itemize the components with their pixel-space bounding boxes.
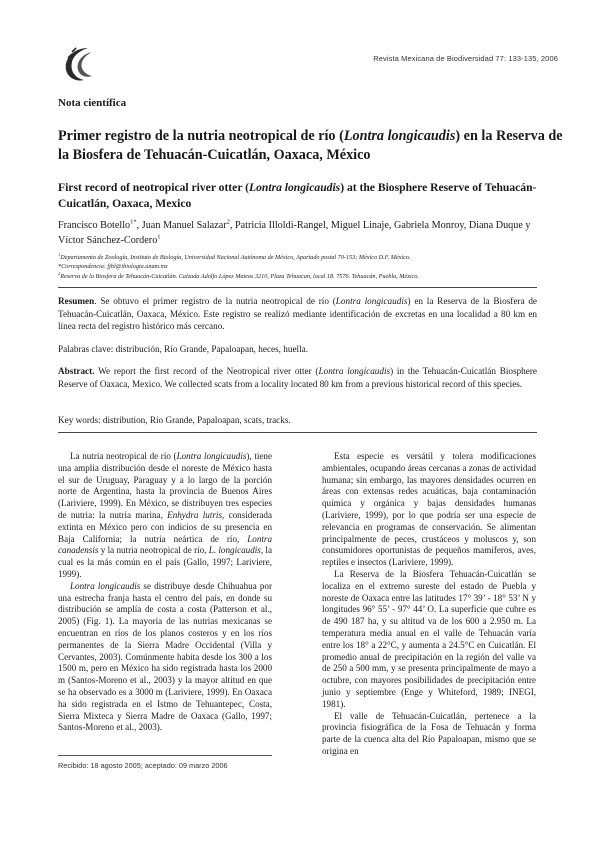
paragraph: El valle de Tehuacán-Cuicatlán, pertenece a la provincia fisiográfica de la Fosa de Tehuacán y forma parte de la cuenca alta del Río Papaloapan, mismo que se origina en (322, 710, 536, 756)
author-rest: , Patricia Illoldi-Rangel, Miguel Linaje, Gabriela Monroy, Diana Duque y Víctor Sánchez-Cordero (58, 220, 531, 246)
affiliation-1: $^1$Departamento de Zoología, Instituto de Biología, Universidad Nacional Autónoma de México, Apartado postal 70-153; México D.F. México. (58, 251, 411, 261)
title-en-species: Lontra longicaudis (249, 181, 341, 194)
key-words: Key words: distribution, Río Grande, Papaloapan, scats, tracks. (58, 415, 291, 425)
body-column-right (322, 451, 536, 758)
resumen-label: Resumen (58, 296, 95, 306)
author-1: Francisco Botello (58, 220, 131, 231)
affiliation-2: $^2$Reserva de la Biosfera de Tehuacán-Cuicatlán. Calzada Adolfo López Mateos 3210, Plaza Tehuacan, local 18. 7576. Tehuacán, Puebla, México. (58, 270, 419, 280)
affiliations (58, 253, 568, 281)
author-rest-sup: 1 (157, 233, 161, 241)
author-2-sup: 2 (226, 218, 230, 226)
title-es-species: Lontra longicaudis (343, 128, 456, 144)
article-title-es (58, 127, 563, 164)
footnote-divider (58, 755, 272, 756)
article-title-en (58, 180, 563, 212)
title-es-post: ) en la Reserva de la Biosfera de Tehuacán-Cuicatlán, Oaxaca, México (58, 128, 563, 163)
paragraph: La Reserva de la Biosfera Tehuacán-Cuicatlán se localiza en el extremo sureste del estado de Puebla y noreste de Oaxaca entre las latitudes 17° 39’ - 18° 53’ N y longitudes 96° 55’ - 97° 44’ O. La superficie que cubre es de 490 187 ha, y su altitud va de los 600 a 2.950 m. La temperatura media anual en el valle de Tehuacán varía entre los 18° a 22°C, y aumenta a 24.5°C en Cuicatlán. El promedio anual de precipitación en la región del valle va de 250 a 500 mm, y se presenta principalmente de mayo a octubre, con mayores posibilidades de precipitación entre junio y septiembre (Enge y Whiteford, 1989; INEGI, 1981). (322, 568, 536, 709)
palabras-clave: Palabras clave: distribución, Río Grande, Papaloapan, heces, huella. (58, 344, 309, 354)
journal-logo-icon (58, 42, 100, 84)
abstract: Abstract. We report the first record of the Neotropical river otter (Lontra longicaudis) in the Tehuacán-Cuicatlán Biosphere Reserve of Oaxaca, Mexico. We collected scats from a locality located 80 km from a previous historical record of this species. (58, 366, 537, 389)
title-en-post: ) at the Biosphere Reserve of Tehuacán-Cuicatlán, Oaxaca, Mexico (58, 181, 537, 210)
divider-bottom (58, 432, 537, 433)
paragraph: La nutria neotropical de río (Lontra longicaudis), tiene una amplia distribución desde el noreste de México hasta el sur de Uruguay, Paraguay y a lo largo de la porción norte de Argentina, hasta la provincia de Buenos Aires (Lariviere, 1999). En México, se distribuyen tres especies de nutria: la nutria marina, Enhydra lutris, considerada extinta en México pero con indicios de su presencia en Baja California; la nutria neártica de río, Lontra canadensis y la nutria neotropical de río, L. longicaudis, la cual es la más común en el país (Gallo, 1997; Lariviere, 1999). (58, 451, 273, 579)
author-1-sup: 1* (130, 218, 137, 226)
body-column-left (58, 451, 272, 734)
resumen: Resumen. Se obtuvo el primer registro de la nutria neotropical de río (Lontra longicaudis) en la Reserva de la Biosfera de Tehuacán-Cuicatlán, Oaxaca, México. Este registro se realizó mediante identificación de excretas en una localidad a 80 km en línea recta del registro histórico más cercano. (58, 296, 537, 331)
paragraph: Lontra longicaudis se distribuye desde Chihuahua por una estrecha franja hasta el centro del país, en donde su distribución se amplía de costa a costa (Patterson et al., 2005) (Fig. 1). La mayoría de las nutrias mexicanas se encuentran en ríos de los planos costeros y en los ríos permanentes de la Sierra Madre Occidental (Villa y Cervantes, 2003). Comúnmente habita desde los 300 a los 1500 m, pero en México ha sido registrada hasta los 2000 m (Santos-Moreno et al., 2003) y la mayor altitud en que se ha observado es a 3000 m (Lariviere, 1999). En Oaxaca ha sido registrada en el Istmo de Tehuantepec, Costa, Sierra Mixteca y Sierra Madre de Oaxaca (Gallo, 1997; Santos-Moreno et al., 2003). (58, 580, 272, 733)
divider-top (58, 287, 537, 288)
journal-reference: Revista Mexicana de Biodiversidad 77: 133-135, 2006 (373, 54, 558, 63)
author-2: , Juan Manuel Salazar (136, 220, 227, 231)
paragraph: Esta especie es versátil y tolera modificaciones ambientales, ocupando áreas cercanas a zonas de actividad humana; sin embargo, las mayores densidades ocurren en áreas con extensas redes acuáticas, baja contaminación química y orgánica y bajas densidades humanas (Lariviere, 1999), por lo que podría ser una especie de relevancia en programas de conservación. Se alimentan principalmente de peces, crustáceos y moluscos y, son consumidores oportunistas de pequeños mamíferos, aves, reptiles e insectos (Lariviere, 1999). (322, 451, 536, 568)
author-list (58, 218, 558, 248)
abstract-label: Abstract. (58, 366, 95, 376)
correspondence: *Correspondencia: fjbl@ibiologia.unam.mx (58, 263, 168, 271)
title-en-pre: First record of neotropical river otter ( (58, 181, 250, 194)
section-label: Nota científica (58, 97, 127, 109)
received-dates: Recibido: 18 agosto 2005; aceptado: 09 marzo 2006 (58, 761, 228, 770)
title-es-pre: Primer registro de la nutria neotropical de río ( (58, 128, 344, 144)
